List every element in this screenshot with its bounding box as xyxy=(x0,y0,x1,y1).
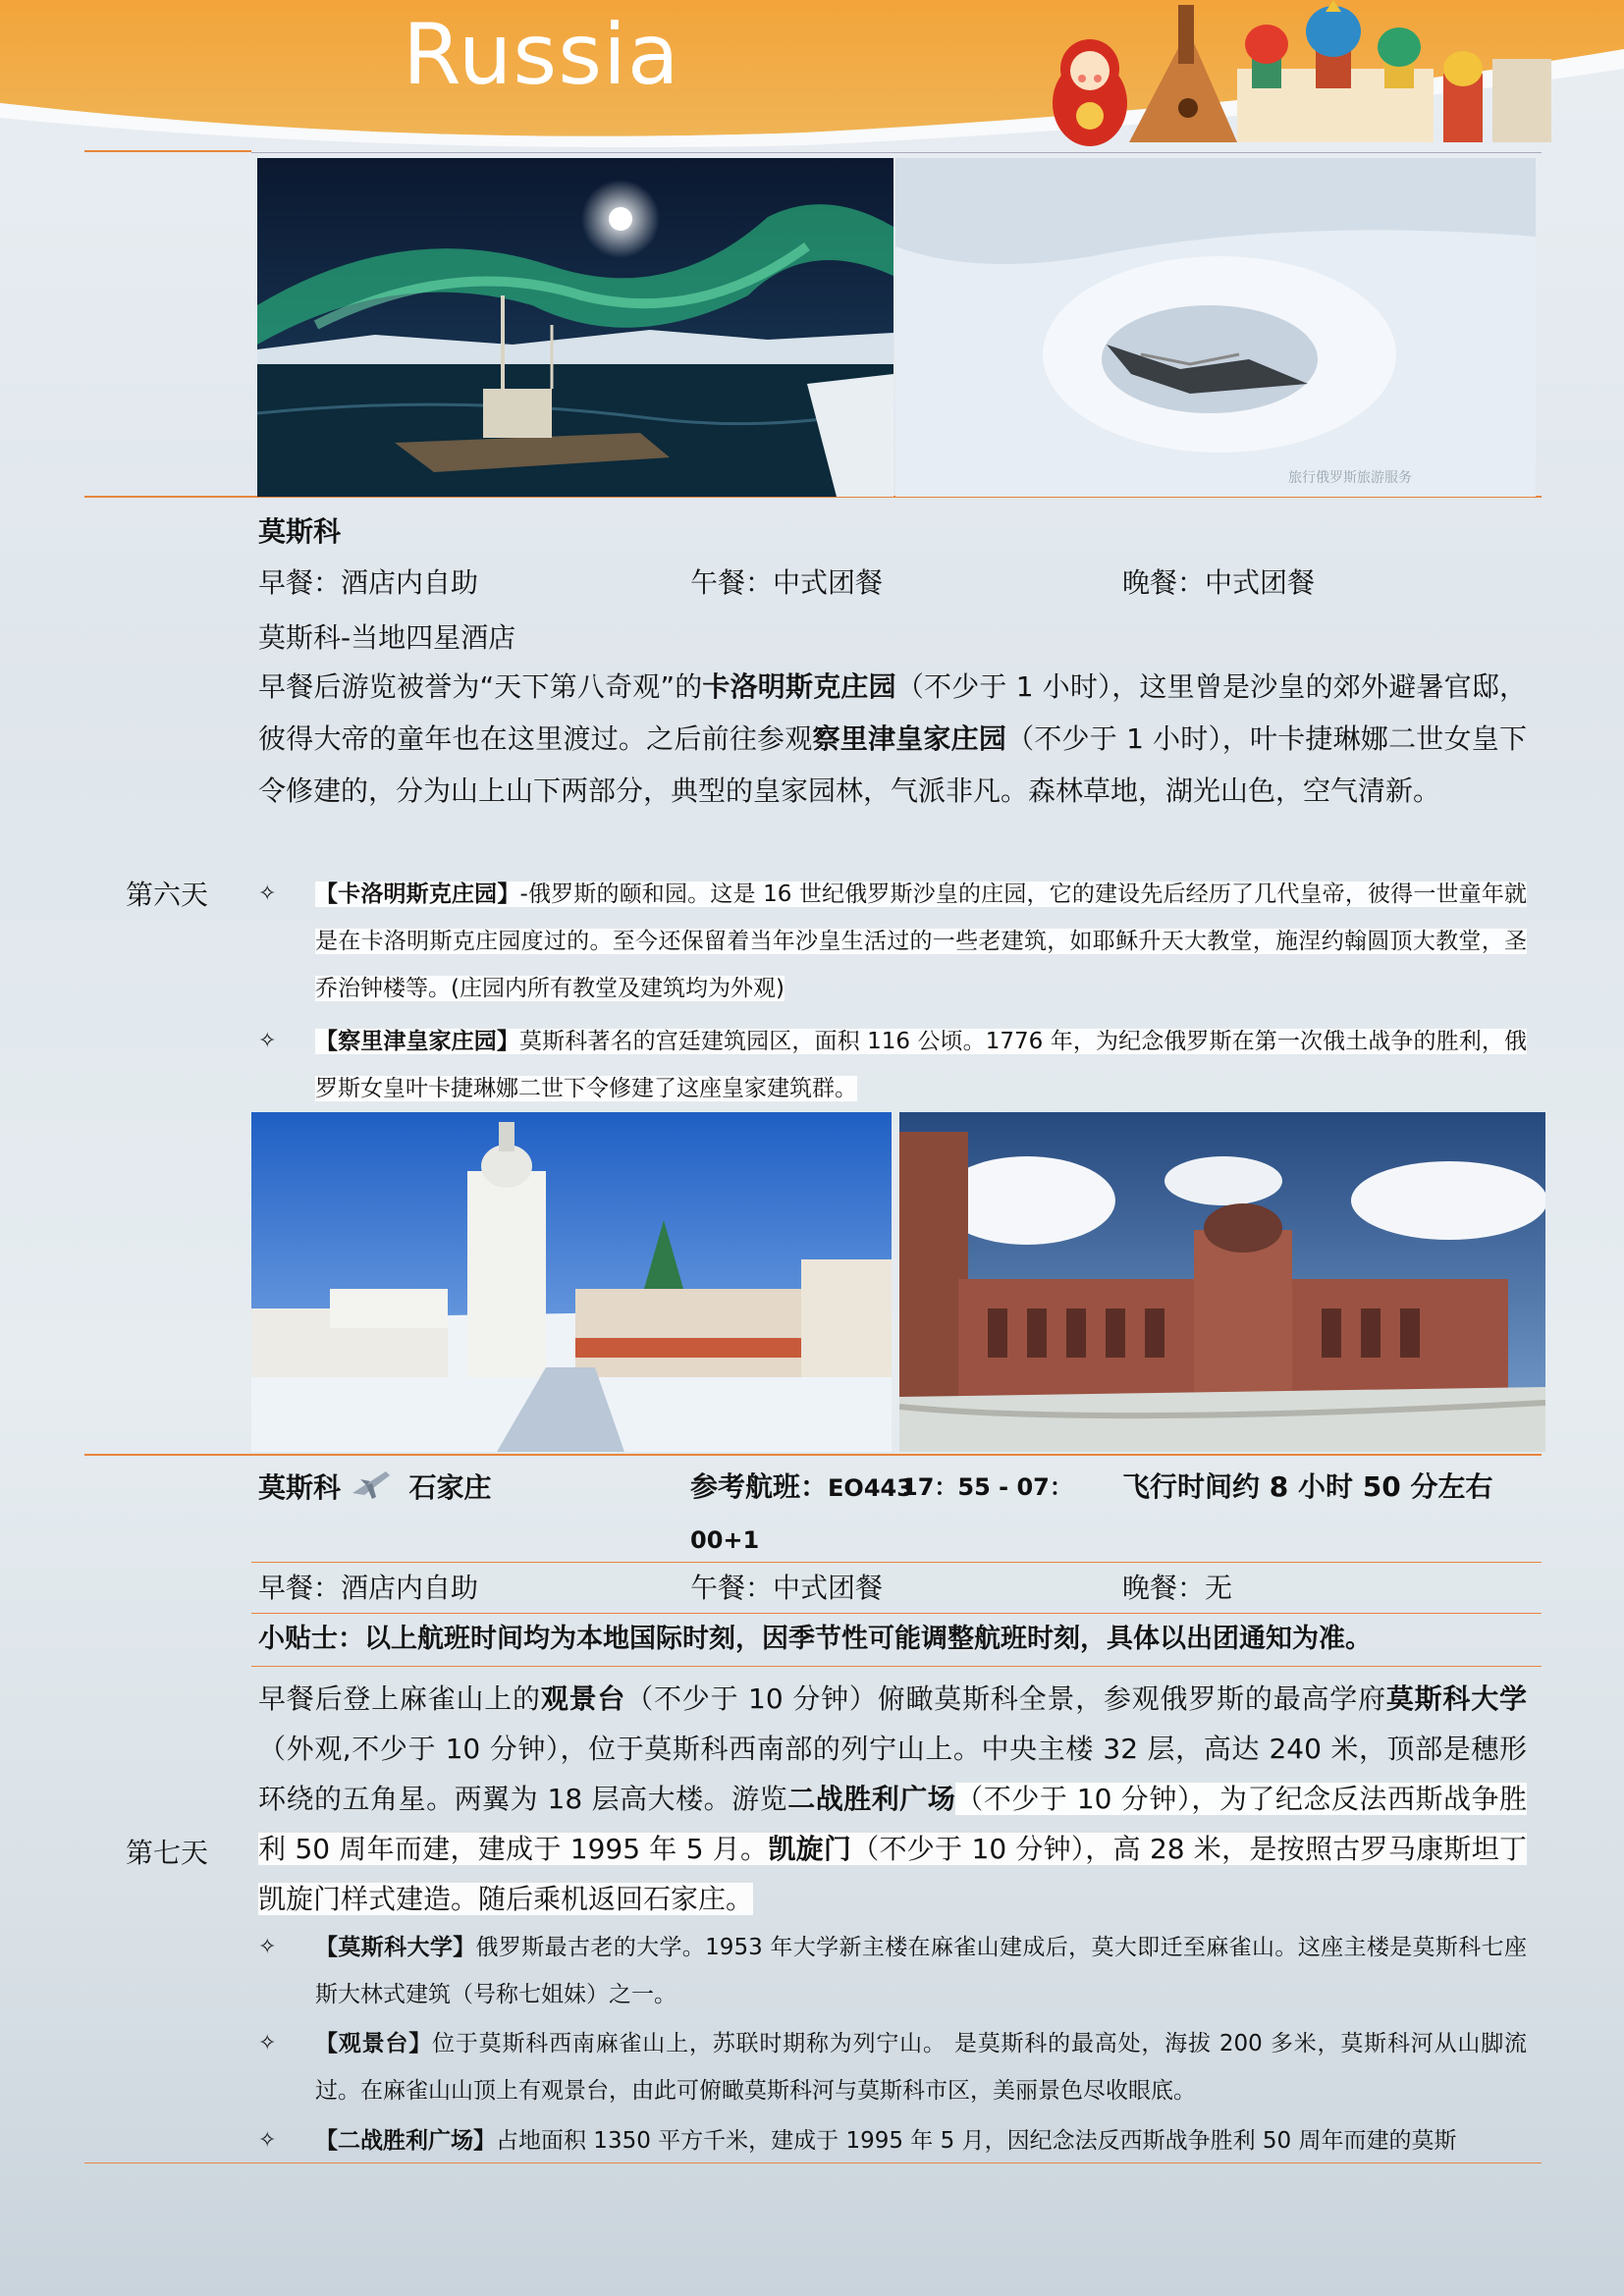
route-from: 莫斯科 xyxy=(258,1471,342,1504)
route-to: 石家庄 xyxy=(408,1471,492,1504)
flight-number: EO443 xyxy=(828,1474,913,1502)
hotel: 莫斯科-当地四星酒店 xyxy=(258,621,516,654)
diamond-star-icon: ✧ xyxy=(258,2128,277,2153)
list-item: ✧ 【莫斯科大学】俄罗斯最古老的大学。1953 年大学新主楼在麻雀山建成后，莫大即迁至麻雀山。这座主楼是莫斯科七座斯大林式建筑（号称七姐妹）之一。 xyxy=(258,1924,1527,2022)
highlight-triumphal-arch: 凯旋门 xyxy=(768,1833,852,1865)
divider xyxy=(84,150,251,152)
diamond-star-icon: ✧ xyxy=(258,2031,277,2056)
list-item: ✧ 【察里津皇家庄园】莫斯科著名的宫廷建筑园区，面积 116 公顷。1776 年，为纪念俄罗斯在第一次俄土战争的胜利，俄罗斯女皇叶卡捷琳娜二世下令修建了这座皇家建筑群。 xyxy=(258,1018,1527,1116)
divider xyxy=(84,1454,1542,1456)
travel-tip: 小贴士：以上航班时间均为本地国际时刻，因季节性可能调整航班时刻，具体以出团通知为准。 xyxy=(258,1624,1372,1654)
meal-breakfast: 早餐：酒店内自助 xyxy=(258,566,479,599)
photo-watermark: 旅行俄罗斯旅游服务 xyxy=(1288,470,1412,486)
meal-dinner: 晚餐：中式团餐 xyxy=(1122,566,1316,599)
highlight-victory-park: 二战胜利广场 xyxy=(787,1783,956,1815)
diamond-star-icon: ✧ xyxy=(258,881,277,906)
highlight-tsaritsyno: 察里津皇家庄园 xyxy=(812,722,1007,755)
meal-lunch: 午餐：中式团餐 xyxy=(690,566,884,599)
day7-description: 早餐后登上麻雀山上的观景台（不少于 10 分钟）俯瞰莫斯科全景，参观俄罗斯的最高学府莫斯科大学（外观,不少于 10 分钟），位于莫斯科西南部的列宁山上。中央主楼 32 层，高达 240 米，顶部是穗形环绕的五角星。两翼为 18 层高大楼。游览二战胜利广场（不少于 10 分钟），为了纪念反法西斯战争胜利 50 周年而建，建成于 1995 年 5 月。凯旋门（不少于 10 分钟），高 28 米，是按照古罗马康斯坦丁凯旋门样式建造。随后乘机返回石家庄。 xyxy=(258,1682,1527,1915)
meal-dinner: 晚餐：无 xyxy=(1122,1572,1233,1604)
header-banner xyxy=(0,0,1624,147)
airplane-icon xyxy=(351,1468,392,1503)
banner-title: Russia xyxy=(403,6,680,104)
day-label: 第六天 xyxy=(126,879,209,911)
flight-time-start: 17：55 - 07： xyxy=(901,1473,1073,1501)
divider xyxy=(251,1666,1542,1667)
highlight-msu: 莫斯科大学 xyxy=(1385,1682,1527,1715)
meal-breakfast: 早餐：酒店内自助 xyxy=(258,1572,479,1604)
highlight-kolomenskoye: 卡洛明斯克庄园 xyxy=(702,670,896,703)
day-city: 莫斯科 xyxy=(258,515,342,548)
divider xyxy=(251,1562,1542,1563)
meal-lunch: 午餐：中式团餐 xyxy=(690,1572,884,1604)
diamond-star-icon: ✧ xyxy=(258,1935,277,1959)
flight-duration: 飞行时间约 8 小时 50 分左右 xyxy=(1122,1470,1493,1503)
divider xyxy=(251,1613,1542,1614)
photo-ice-fishing xyxy=(895,158,1536,497)
divider xyxy=(251,152,1542,153)
russian-landmarks-icon xyxy=(1041,0,1571,147)
day6-description: 早餐后游览被誉为“天下第八奇观”的卡洛明斯克庄园（不少于 1 小时），这里曾是沙皇的郊外避暑官邸，彼得大帝的童年也在这里渡过。之后前往参观察里津皇家庄园（不少于 1 小时），叶卡捷琳娜二世女皇下令修建的，分为山上山下两部分，典型的皇家园林，气派非凡。森林草地，湖光山色，空气清新。 xyxy=(258,670,1528,807)
photo-tsaritsyno-palace xyxy=(899,1112,1545,1452)
route xyxy=(258,1468,492,1506)
list-item: ✧ 【观景台】位于莫斯科西南麻雀山上，苏联时期称为列宁山。 是莫斯科的最高处，海拔 200 多米，莫斯科河从山脚流过。在麻雀山山顶上有观景台，由此可俯瞰莫斯科河与莫斯科市区，美丽景色尽收眼底。 xyxy=(258,2020,1527,2118)
list-item: ✧ 【二战胜利广场】占地面积 1350 平方千米，建成于 1995 年 5 月，因纪念法反西斯战争胜利 50 周年而建的莫斯 xyxy=(258,2117,1527,2164)
diamond-star-icon: ✧ xyxy=(258,1029,277,1053)
flight-info: 参考航班：EO443 xyxy=(690,1470,913,1503)
list-item: ✧ 【卡洛明斯克庄园】-俄罗斯的颐和园。这是 16 世纪俄罗斯沙皇的庄园，它的建设先后经历了几代皇帝，彼得一世童年就是在卡洛明斯克庄园度过的。至今还保留着当年沙皇生活过的一些老建筑，如耶稣升天大教堂，施涅约翰圆顶大教堂，圣乔治钟楼等。(庄园内所有教堂及建筑均为外观) xyxy=(258,871,1527,1018)
photo-aurora-boat xyxy=(257,158,893,497)
day-label: 第七天 xyxy=(126,1837,209,1869)
flight-time-end: 00+1 xyxy=(690,1526,760,1554)
photo-kolomenskoye-church xyxy=(251,1112,892,1452)
highlight-viewpoint: 观景台 xyxy=(540,1682,626,1715)
